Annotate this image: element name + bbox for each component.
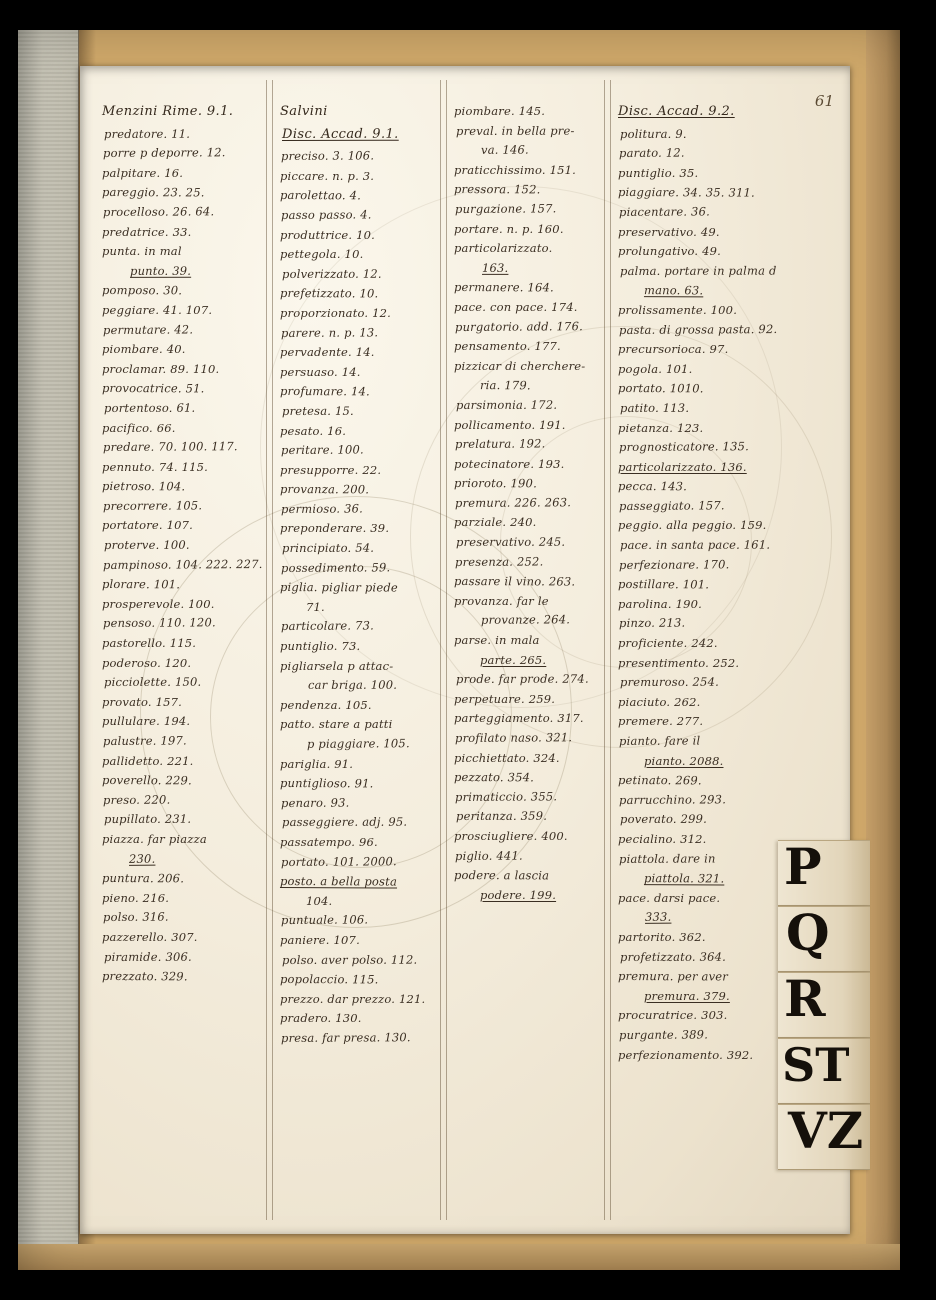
index-entry: piglia. pigliar piede: [279, 580, 398, 595]
index-entry: poderoso. 120.: [102, 655, 192, 670]
index-entry: proclamar. 89. 110.: [102, 361, 220, 376]
index-entry: precorrere. 105.: [102, 498, 203, 513]
index-entry: palma. portare in palma d: [619, 263, 777, 278]
index-entry: pallidetto. 221.: [102, 753, 194, 768]
index-entry: pace. con pace. 174.: [454, 299, 578, 314]
index-entry: 71.: [306, 599, 325, 614]
index-entry: piaciuto. 262.: [618, 694, 701, 709]
index-entry: palustre. 197.: [102, 733, 187, 748]
column-heading: Disc. Accad. 9.2.: [618, 104, 735, 119]
index-entry: pezzato. 354.: [453, 770, 535, 785]
index-entry: preponderare. 39.: [280, 521, 390, 536]
index-entry: possedimento. 59.: [280, 559, 391, 575]
index-entry: pollicamento. 191.: [454, 417, 566, 432]
index-entry: premura. 226. 263.: [454, 495, 572, 510]
index-entry: perfezionare. 170.: [618, 556, 730, 572]
index-entry: puntiglioso. 91.: [279, 776, 374, 791]
index-entry: prosciugliere. 400.: [454, 828, 568, 843]
index-entry: permanere. 164.: [453, 280, 554, 295]
index-entry: picchiettato. 324.: [454, 750, 560, 765]
index-entry: piazza. far piazza: [102, 831, 207, 846]
index-column-3: [454, 102, 600, 905]
column-rule: [272, 80, 273, 1220]
index-entry: va. 146.: [480, 142, 529, 158]
index-tab-st[interactable]: [778, 1038, 870, 1104]
index-entry: purgante. 389.: [618, 1027, 709, 1042]
index-entry: premura. per aver: [617, 969, 729, 984]
index-entry: puntiglio. 35.: [618, 165, 699, 180]
index-entry: prolungativo. 49.: [618, 244, 722, 259]
index-entry: passeggiere. adj. 95.: [281, 815, 408, 830]
index-entry: peggiare. 41. 107.: [102, 302, 213, 317]
index-entry: postillare. 101.: [617, 577, 710, 592]
index-tab-label: ST: [782, 1038, 850, 1092]
index-entry: profetizzato. 364.: [619, 949, 727, 964]
index-entry: pazzerello. 307.: [102, 929, 198, 944]
index-entry: portato. 101. 2000.: [280, 853, 397, 869]
index-entry: preval. in bella pre-: [455, 123, 575, 138]
fore-edge: [866, 30, 900, 1270]
index-entry: principiato. 54.: [281, 540, 375, 556]
folio-number: 61: [814, 92, 834, 110]
index-entry: passeggiato. 157.: [618, 498, 725, 513]
index-entry: paniere. 107.: [280, 932, 360, 947]
index-entry: presupporre. 22.: [280, 462, 382, 477]
index-entry: parsimonia. 172.: [455, 397, 558, 412]
index-entry: provato. 157.: [102, 694, 182, 709]
index-entry: perpetuare. 259.: [454, 691, 556, 706]
index-entry: particolarizzato.: [454, 241, 553, 256]
index-entry: pendenza. 105.: [280, 697, 372, 712]
index-entry: portatore. 107.: [102, 518, 194, 533]
bottom-edge: [18, 1244, 900, 1270]
index-entry: partorito. 362.: [618, 929, 706, 944]
index-entry: patito. 113.: [619, 400, 690, 415]
index-entry: pizzicar di cherchere-: [454, 358, 586, 373]
index-entry: pampinoso. 104. 222. 227.: [102, 556, 263, 572]
index-entry: purgatorio. add. 176.: [454, 318, 583, 334]
index-entry: piaggiare. 34. 35. 311.: [617, 185, 755, 200]
alphabet-index-tabs: [778, 837, 870, 1230]
index-entry: pettegola. 10.: [280, 247, 364, 262]
index-entry: provanza. far le: [454, 593, 549, 608]
index-entry: pretesa. 15.: [281, 403, 354, 418]
index-entry: potecinatore. 193.: [454, 456, 565, 471]
index-entry: provocatrice. 51.: [101, 381, 205, 396]
index-entry: 104.: [306, 893, 333, 908]
index-entry: politura. 9.: [619, 126, 687, 141]
index-entry: preciso. 3. 106.: [280, 148, 375, 164]
index-entry: punta. in mal: [102, 244, 182, 259]
column-rule: [446, 80, 447, 1220]
index-entry: porre p deporre. 12.: [102, 145, 226, 161]
index-entry: piattola. dare in: [618, 850, 716, 866]
index-entry: 230.: [128, 851, 156, 866]
index-entry: picciolette. 150.: [103, 674, 202, 690]
index-entry: permioso. 36.: [280, 501, 364, 516]
index-entry: polso. 316.: [102, 909, 169, 925]
index-entry: proficiente. 242.: [618, 636, 718, 651]
index-entry: pomposo. 30.: [101, 283, 183, 298]
index-entry: portentoso. 61.: [103, 400, 196, 415]
index-entry: pogola. 101.: [618, 361, 693, 376]
index-tab-q[interactable]: [778, 903, 870, 972]
index-entry: precursorioca. 97.: [618, 342, 729, 357]
index-tab-r[interactable]: [778, 969, 870, 1038]
index-tab-vz[interactable]: [778, 1101, 870, 1170]
index-tab-p[interactable]: [778, 837, 870, 906]
index-entry: prefetizzato. 10.: [279, 286, 379, 301]
index-entry: produttrice. 10.: [280, 227, 376, 242]
index-entry: provanze. 264.: [480, 612, 571, 628]
column-heading: Menzini Rime. 9.1.: [102, 104, 234, 119]
index-entry: pecca. 143.: [617, 479, 688, 494]
index-entry: pietroso. 104.: [101, 479, 186, 494]
index-entry: pressora. 152.: [453, 182, 541, 197]
index-entry: patto. stare a patti: [280, 717, 393, 732]
index-entry: premuroso. 254.: [619, 674, 719, 690]
index-entry: perfezionamento. 392.: [618, 1047, 754, 1062]
index-entry: piattola. 321.: [643, 871, 725, 886]
index-column-1: [102, 102, 262, 987]
index-entry: pervadente. 14.: [280, 345, 375, 360]
manuscript-leaf: [80, 66, 850, 1234]
index-entry: pareggio. 23. 25.: [101, 185, 205, 200]
index-entry: pensamento. 177.: [454, 339, 561, 354]
bound-manuscript-volume: [18, 30, 900, 1270]
index-entry: pianto. fare il: [618, 733, 701, 748]
index-entry: passatempo. 96.: [280, 834, 378, 849]
index-entry: pullulare. 194.: [102, 714, 191, 729]
index-entry: plorare. 101.: [101, 577, 181, 592]
column-heading: Salvini: [280, 104, 328, 119]
index-entry: piramide. 306.: [103, 949, 192, 964]
index-entry: pariglia. 91.: [280, 756, 354, 771]
index-column-2: [280, 102, 435, 1049]
index-entry: poverato. 299.: [619, 812, 708, 827]
index-entry: pupillato. 231.: [103, 812, 192, 827]
column-subheading: Disc. Accad. 9.1.: [281, 126, 399, 142]
index-entry: prioroto. 190.: [453, 476, 537, 491]
index-entry: presentimento. 252.: [618, 655, 740, 670]
index-entry: podere. a lascia: [453, 868, 550, 883]
index-entry: 163.: [481, 260, 509, 275]
index-entry: preservativo. 49.: [618, 224, 720, 239]
index-entry: puntura. 206.: [101, 871, 185, 886]
index-entry: posto. a bella posta: [279, 874, 398, 889]
index-entry: permutare. 42.: [102, 321, 194, 337]
column-rule: [604, 80, 605, 1220]
index-entry: passare il vino. 263.: [453, 574, 576, 589]
index-entry: parse. in mala: [454, 633, 540, 648]
index-entry: prognosticatore. 135.: [618, 439, 749, 455]
index-entry: pace. darsi pace.: [618, 890, 721, 905]
index-entry: prezzato. 329.: [101, 969, 188, 984]
index-entry: pace. in santa pace. 161.: [619, 537, 771, 553]
index-entry: poverello. 229.: [101, 773, 192, 788]
index-entry: presa. far presa. 130.: [280, 1030, 411, 1045]
index-entry: punto. 39.: [129, 263, 192, 278]
index-entry: parolina. 190.: [618, 596, 702, 611]
index-entry: podere. 199.: [480, 887, 557, 902]
index-entry: prosperevole. 100.: [102, 596, 215, 611]
index-entry: popolaccio. 115.: [279, 972, 379, 987]
index-entry: presenza. 252.: [454, 554, 544, 569]
index-entry: persuaso. 14.: [280, 364, 361, 379]
index-entry: pastorello. 115.: [102, 636, 197, 651]
index-entry: prelatura. 192.: [454, 436, 546, 452]
index-entry: preso. 220.: [102, 792, 171, 807]
index-entry: parato. 12.: [618, 145, 685, 161]
column-rule: [610, 80, 611, 1220]
index-entry: piombare. 145.: [454, 104, 546, 118]
index-entry: procelloso. 26. 64.: [102, 204, 215, 219]
index-entry: predatore. 11.: [103, 126, 191, 141]
index-entry: portare. n. p. 160.: [454, 221, 564, 236]
index-entry: petinato. 269.: [617, 773, 702, 788]
index-entry: parere. n. p. 13.: [280, 324, 379, 340]
index-entry: pietanza. 123.: [618, 420, 704, 435]
index-entry: passo passo. 4.: [280, 207, 372, 222]
index-entry: premura. 379.: [644, 988, 730, 1003]
index-entry: penaro. 93.: [280, 795, 350, 810]
index-entry: parziale. 240.: [454, 515, 537, 530]
index-entry: polso. aver polso. 112.: [281, 952, 418, 967]
index-entry: parrucchino. 293.: [618, 792, 727, 807]
index-entry: particolarizzato. 136.: [618, 459, 747, 474]
index-tab-label: R: [784, 969, 826, 1028]
index-entry: p piaggiare. 105.: [306, 736, 410, 751]
index-entry: purgazione. 157.: [454, 201, 557, 216]
index-entry: portato. 1010.: [617, 381, 704, 396]
index-entry: peggio. alla peggio. 159.: [618, 518, 767, 533]
index-entry: puntuale. 106.: [280, 912, 369, 928]
index-entry: pesato. 16.: [280, 423, 347, 438]
index-entry: prode. far prode. 274.: [455, 671, 589, 687]
index-entry: pennuto. 74. 115.: [102, 459, 208, 474]
index-entry: profilato naso. 321.: [454, 730, 573, 745]
index-entry: pieno. 216.: [102, 890, 170, 905]
index-entry: pasta. di grossa pasta. 92.: [618, 321, 778, 337]
index-entry: proporzionato. 12.: [280, 305, 392, 320]
cloth-binding-strip: [18, 30, 79, 1270]
index-entry: mano. 63.: [643, 283, 704, 298]
index-entry: parteggiamento. 317.: [454, 711, 584, 726]
column-rule: [440, 80, 441, 1220]
index-entry: peritanza. 359.: [455, 809, 548, 824]
index-entry: polverizzato. 12.: [281, 266, 382, 281]
index-entry: particolare. 73.: [280, 618, 375, 634]
column-rule: [266, 80, 267, 1220]
index-entry: pinzo. 213.: [618, 616, 686, 631]
index-entry: pacifico. 66.: [102, 420, 176, 435]
index-entry: prolissamente. 100.: [618, 302, 738, 317]
index-entry: procuratrice. 303.: [618, 1008, 728, 1023]
index-entry: pradero. 130.: [280, 1011, 362, 1026]
index-entry: pigliarsela p attac-: [280, 658, 394, 673]
index-entry: car briga. 100.: [307, 677, 398, 693]
index-entry: prezzo. dar prezzo. 121.: [280, 991, 426, 1006]
index-entry: piccare. n. p. 3.: [280, 168, 375, 183]
index-entry: piombare. 40.: [102, 342, 186, 357]
index-entry: provanza. 200.: [279, 482, 370, 497]
index-entry: premere. 277.: [618, 714, 704, 729]
index-entry: pianto. 2088.: [644, 753, 724, 768]
index-entry: proterve. 100.: [103, 537, 190, 553]
index-entry: pecialino. 312.: [618, 831, 707, 846]
index-entry: peritare. 100.: [280, 442, 364, 458]
index-entry: profumare. 14.: [279, 384, 370, 399]
index-entry: palpitare. 16.: [102, 165, 184, 180]
index-entry: pensoso. 110. 120.: [102, 615, 216, 631]
index-entry: praticchissimo. 151.: [454, 162, 577, 177]
index-tab-label: VZ: [788, 1101, 864, 1160]
index-entry: 333.: [644, 910, 672, 925]
index-tab-label: Q: [786, 903, 830, 962]
index-entry: primaticcio. 355.: [454, 789, 558, 804]
index-entry: puntiglio. 73.: [280, 639, 361, 654]
index-entry: parolettao. 4.: [279, 188, 362, 203]
index-entry: piacentare. 36.: [618, 204, 710, 219]
index-entry: preservativo. 245.: [455, 534, 566, 550]
index-entry: predare. 70. 100. 117.: [102, 439, 238, 455]
index-entry: ria. 179.: [479, 378, 531, 393]
index-tab-label: P: [784, 837, 822, 896]
index-entry: parte. 265.: [480, 652, 547, 667]
index-entry: piglio. 441.: [454, 848, 523, 863]
index-entry: predatrice. 33.: [102, 224, 192, 239]
